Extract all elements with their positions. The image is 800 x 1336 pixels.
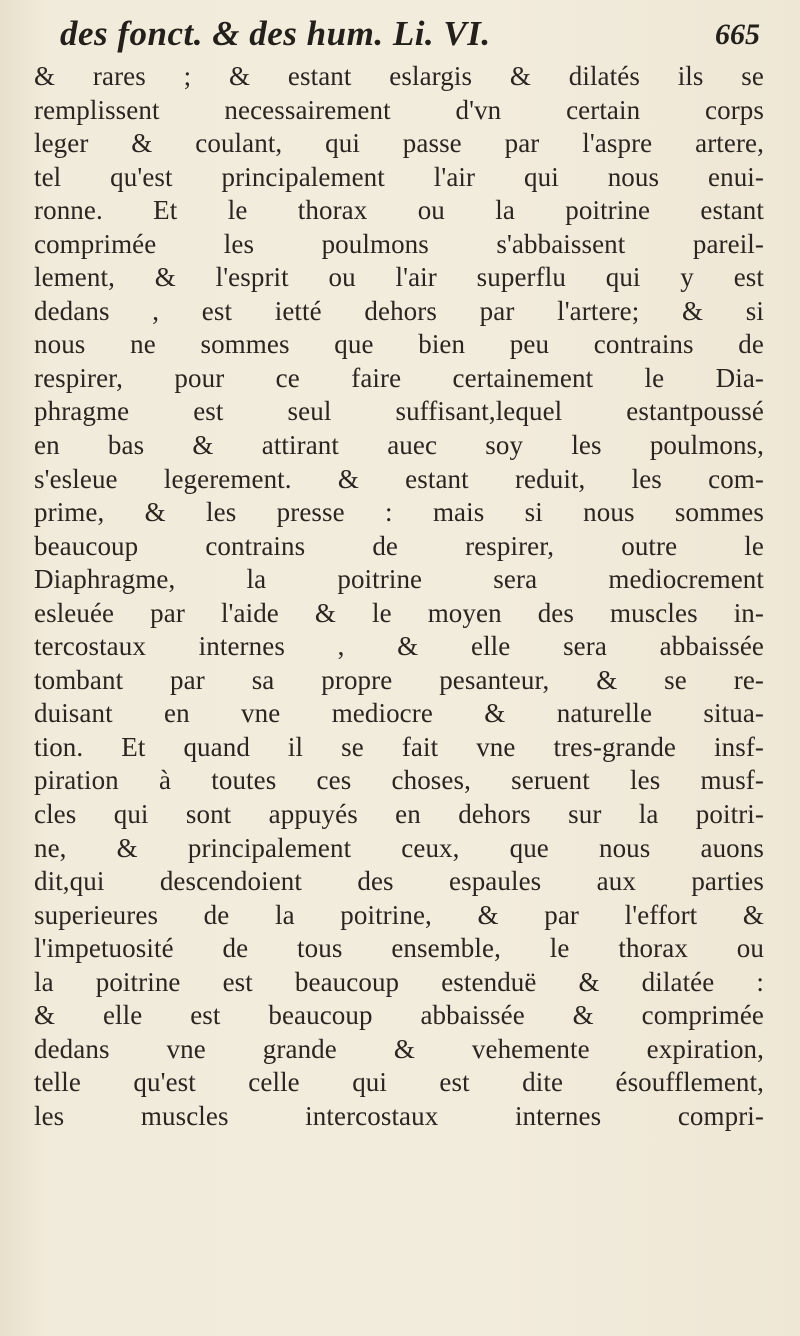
text-line: dedans vne grande & vehemente expiration, xyxy=(34,1033,764,1064)
text-line: dit,qui descendoient des espaules aux parties xyxy=(34,866,764,897)
text-line: leger & coulant, qui passe par l'aspre artere, xyxy=(34,128,764,159)
text-line: superieures de la poitrine, & par l'effort & xyxy=(34,899,764,930)
running-title: des fonct. & des hum. Li. VI. xyxy=(60,14,491,53)
text-line: ronne. Et le thorax ou la poitrine estant xyxy=(34,195,764,226)
text-line: lement, & l'esprit ou l'air superflu qui y est xyxy=(34,262,764,293)
text-line: cles qui sont appuyés en dehors sur la poitri- xyxy=(34,799,764,830)
text-line: ne, & principalement ceux, que nous auons xyxy=(34,832,764,863)
running-head xyxy=(60,14,760,64)
page-number: 665 xyxy=(715,18,760,51)
text-line: duisant en vne mediocre & naturelle situa- xyxy=(34,698,764,729)
text-line: tercostaux internes , & elle sera abbaissée xyxy=(34,631,764,662)
text-line: tombant par sa propre pesanteur, & se re- xyxy=(34,664,764,695)
text-line: phragme est seul suffisant,lequel estantpoussé xyxy=(34,396,764,427)
text-line: Diaphragme, la poitrine sera mediocrement xyxy=(34,564,764,595)
text-line: remplissent necessairement d'vn certain corps xyxy=(34,94,764,125)
text-line: les muscles intercostaux internes compri- xyxy=(34,1100,764,1131)
text-line: & elle est beaucoup abbaissée & comprimée xyxy=(34,1000,764,1031)
text-line: la poitrine est beaucoup estenduë & dilatée : xyxy=(34,966,764,997)
text-line: prime, & les presse : mais si nous sommes xyxy=(34,497,764,528)
text-line: dedans , est ietté dehors par l'artere; & si xyxy=(34,295,764,326)
text-line: tion. Et quand il se fait vne tres-grande insf- xyxy=(34,731,764,762)
text-line: tel qu'est principalement l'air qui nous enui- xyxy=(34,161,764,192)
text-line: piration à toutes ces choses, seruent les musf- xyxy=(34,765,764,796)
text-line: s'esleue legerement. & estant reduit, les com- xyxy=(34,463,764,494)
text-line: l'impetuosité de tous ensemble, le thorax ou xyxy=(34,933,764,964)
text-line: respirer, pour ce faire certainement le Dia- xyxy=(34,362,764,393)
text-line: & rares ; & estant eslargis & dilatés ils se xyxy=(34,61,764,91)
text-line: esleuée par l'aide & le moyen des muscles in- xyxy=(34,597,764,628)
text-line: en bas & attirant auec soy les poulmons, xyxy=(34,430,764,461)
text-line: telle qu'est celle qui est dite ésoufflement, xyxy=(34,1067,764,1098)
body-text xyxy=(34,60,764,1134)
text-line: beaucoup contrains de respirer, outre le xyxy=(34,530,764,561)
text-line: nous ne sommes que bien peu contrains de xyxy=(34,329,764,360)
text-line: comprimée les poulmons s'abbaissent pareil- xyxy=(34,228,764,259)
